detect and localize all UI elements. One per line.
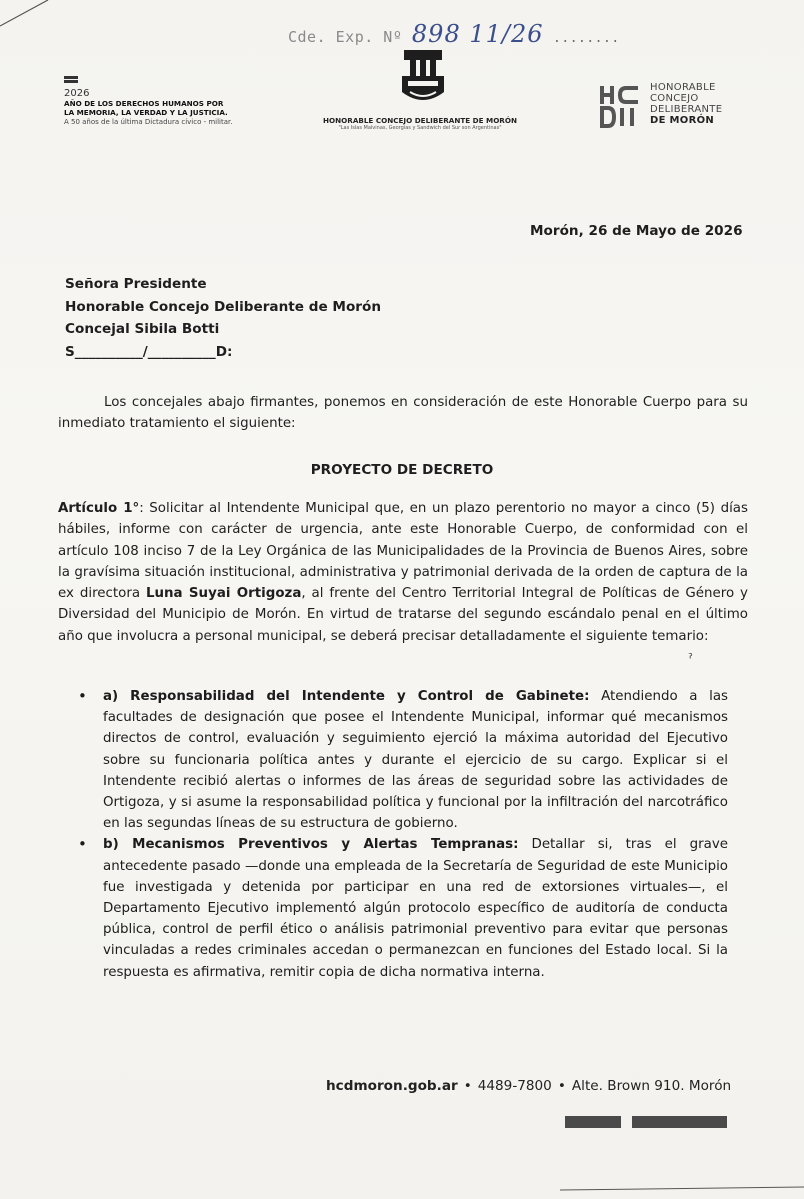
footer-decor-bar [632,1116,727,1128]
expediente-dots: ........ [553,31,620,46]
anniversary-motto-block [64,76,264,126]
topic-b-text: Detallar si, tras el grave antecedente pasado —donde una empleada de la Secretaría de Seguridad de este Municipio fue investigada y detenida por participar en una red de extorsiones virtuales—, el Departamento Ejecutivo implementó algún protocolo específico de auditoría de conducta pública, control de perfil ético o análisis patrimonial preventivo para evitar que personas vinculadas a redes criminales accedan o permanezcan en funciones del Estado local. Si la respuesta es afirmativa, remitir copia de dicha normativa interna. [103,837,728,980]
page-corner-fold [0,0,60,40]
hcd-text-line-2: CONCEJO [650,93,699,104]
municipal-seal-icon [398,48,448,110]
equals-logo-icon [64,76,78,86]
motto-line-1: AÑO DE LOS DERECHOS HUMANOS POR [64,99,224,108]
handwritten-mark: ˀ [688,652,693,667]
hcd-text-line-3: DELIBERANTE [650,104,723,115]
article-1-text-b: , al frente del Centro Territorial Integral de Políticas de Género y Diversidad del Municipio de Morón. En virtud de tratarse del segundo escándalo penal en el último año que involucra a personal municipal, se deberá precisar detalladamente el siguiente temario: [58,586,748,644]
footer-separator: • [557,1078,566,1094]
topic-list [78,686,728,983]
hcd-text-line-1: HONORABLE [650,82,716,93]
topic-item-a [78,686,728,834]
article-1 [58,498,748,647]
topic-a-heading: a) Responsabilidad del Intendente y Control de Gabinete: [103,689,590,704]
hcd-text-line-4: DE MORÓN [650,115,715,126]
hcd-logo-icon [600,86,644,128]
expediente-label: Cde. Exp. Nº [288,28,403,46]
expediente-number [288,20,620,48]
article-1-label: Artículo 1° [58,501,140,516]
addressee-line-2: Honorable Concejo Deliberante de Morón [65,298,382,315]
addressee-block [65,273,381,363]
bullet-dot: • [78,835,87,854]
footer-address: Alte. Brown 910. Morón [571,1078,732,1094]
motto-year: 2026 [64,88,90,99]
addressee-line-1: Señora Presidente [65,276,207,292]
next-page-edge [540,1186,804,1199]
topic-a-text: Atendiendo a las facultades de designación que posee el Intendente Municipal, informar qué mecanismos directos de control, evaluación y seguimiento ejerció la máxima autoridad del Ejecutivo sobre su funcionaria política antes y durante el ejercicio de su cargo. Explicar si el Intendente recibió alertas o informes de las áreas de seguridad sobre las actividades de Ortigoza, y si asume la responsabilidad política y funcional por la infiltración del narcotráfico en las segundas líneas de su estructura de gobierno. [103,689,728,832]
hcd-logo-text [650,82,722,126]
topic-b-heading: b) Mecanismos Preventivos y Alertas Tempranas: [103,837,519,853]
bullet-dot: • [78,687,87,705]
letter-date: Morón, 26 de Mayo de 2026 [530,223,743,239]
article-1-person-name: Luna Suyai Ortigoza [145,586,302,602]
article-1-text-a: : Solicitar al Intendente Municipal que, en un plazo perentorio no mayor a cinco (5) días hábiles, informe con carácter de urgencia, ante este Honorable Cuerpo, de conformidad con el artículo 108 inciso 7 de la Ley Orgánica de las Municipalidades de la Provincia de Buenos Aires, sobre la gravísima situación institucional, administrativa y patrimonial derivada de la orden de captura de la ex directora [58,501,748,602]
addressee-line-4: S__________/__________D: [65,343,233,360]
footer-website: hcdmoron.gob.ar [326,1078,458,1094]
seal-subtitle: "Las Islas Malvinas, Georgias y Sandwich del Sur son Argentinas" [338,125,502,131]
document-title: PROYECTO DE DECRETO [310,462,494,478]
topic-item-b [78,834,728,982]
seal-title: HONORABLE CONCEJO DELIBERANTE DE MORÓN [323,116,517,125]
motto-subtitle: A 50 años de la última Dictadura cívico - militar. [64,118,233,126]
footer-decor-bar [565,1116,621,1128]
intro-paragraph: Los concejales abajo firmantes, ponemos en consideración de este Honorable Cuerpo para su inmediato tratamiento el siguiente: [58,395,748,431]
addressee-line-3: Concejal Sibila Botti [65,321,220,337]
seal-caption [320,116,520,131]
footer-phone: 4489-7800 [477,1078,552,1094]
motto-line-2: LA MEMORIA, LA VERDAD Y LA JUSTICIA. [64,108,228,117]
expediente-handwritten: 898 11/26 [411,20,544,48]
footer-contact [326,1078,731,1094]
footer-separator: • [463,1078,472,1094]
